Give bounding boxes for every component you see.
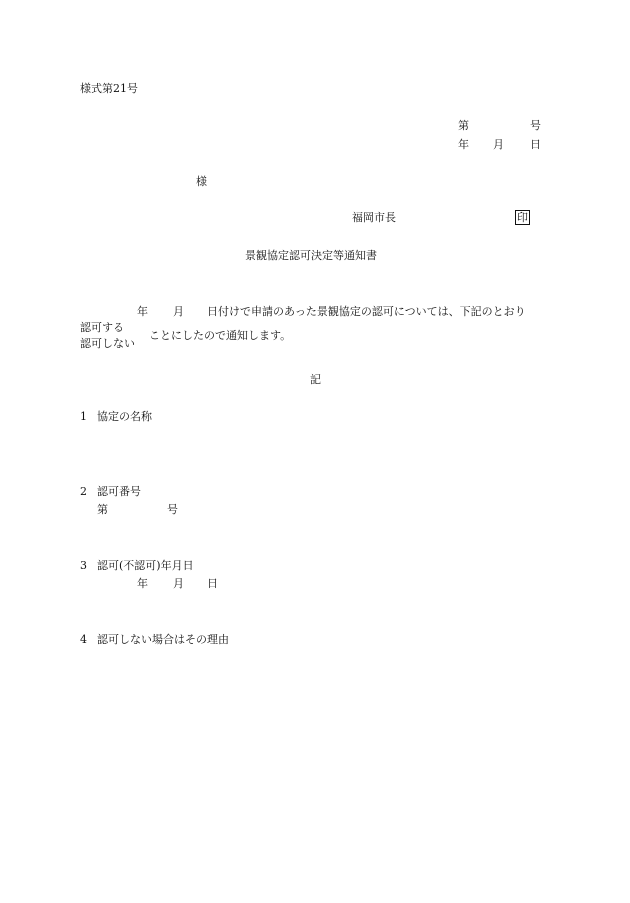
item-3-month: 月 <box>173 577 184 590</box>
item-3-number: 3 <box>80 559 87 572</box>
item-2-dai: 第 <box>97 503 108 516</box>
item-1-label: 協定の名称 <box>97 410 152 423</box>
item-1-number: 1 <box>80 410 87 423</box>
item-2-label: 認可番号 <box>97 485 141 498</box>
issue-date-day: 日 <box>530 138 541 151</box>
issuer-name: 福岡市長 <box>352 211 396 224</box>
option-reject: 認可しない <box>80 337 135 350</box>
doc-number-dai: 第 <box>458 119 469 132</box>
item-4-number: 4 <box>80 633 87 646</box>
body-line-2: ことにしたので通知します。 <box>149 329 292 342</box>
option-approve: 認可する <box>80 321 124 334</box>
recipient-sama: 様 <box>196 175 207 188</box>
body-year: 年 <box>137 305 148 318</box>
form-number: 様式第21号 <box>80 82 138 95</box>
item-2-number: 2 <box>80 485 87 498</box>
document-title: 景観協定認可決定等通知書 <box>245 249 377 262</box>
item-2-go: 号 <box>167 503 178 516</box>
item-3-day: 日 <box>207 577 218 590</box>
ki-heading: 記 <box>310 373 321 386</box>
doc-number-go: 号 <box>530 119 541 132</box>
issue-date-year: 年 <box>458 138 469 151</box>
body-month: 月 <box>173 305 184 318</box>
body-line-1: 日付けで申請のあった景観協定の認可については、下記のとおり <box>207 305 526 318</box>
item-3-label: 認可(不認可)年月日 <box>97 559 194 572</box>
issue-date-month: 月 <box>493 138 504 151</box>
item-4-label: 認可しない場合はその理由 <box>97 633 229 646</box>
seal-mark: 印 <box>517 211 528 224</box>
item-3-year: 年 <box>137 577 148 590</box>
